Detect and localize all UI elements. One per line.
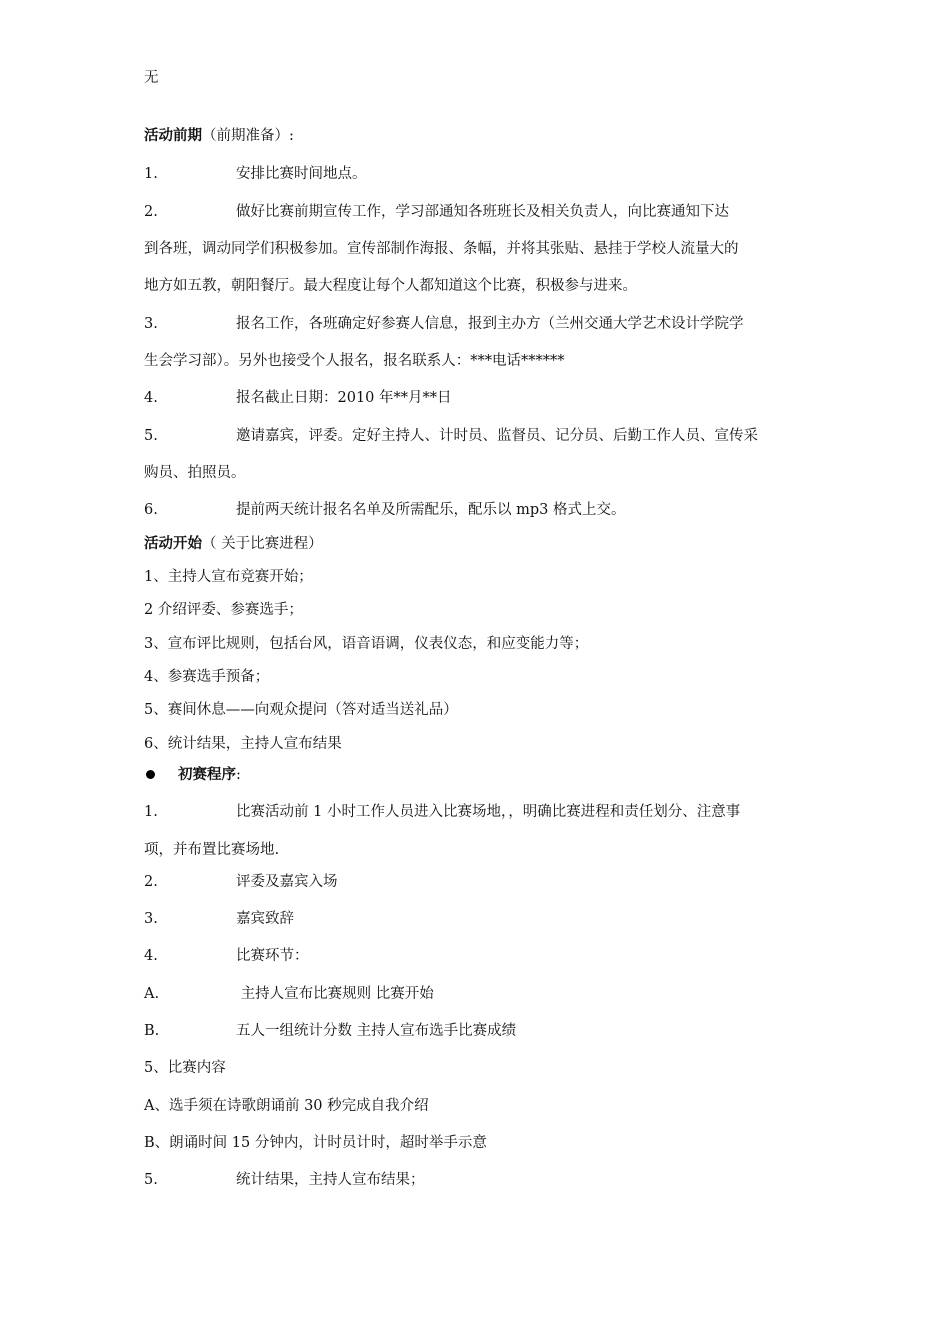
item-text: 嘉宾致辞: [236, 911, 294, 927]
start-item: 5、赛间休息——向观众提问（答对适当送礼品）: [144, 702, 458, 718]
item-text: 五人一组统计分数 主持人宣布选手比赛成绩: [236, 1023, 517, 1039]
start-heading-bold: 活动开始: [144, 535, 202, 552]
pre-item: [144, 164, 367, 184]
prelim-item: [144, 802, 740, 822]
content-heading: 5、比赛内容: [144, 1060, 226, 1076]
item-continuation: 生会学习部）。另外也接受个人报名，报名联系人：***电话******: [144, 353, 565, 369]
pre-heading-bold: 活动前期: [144, 127, 202, 144]
pre-heading-rest: （前期准备）:: [202, 128, 294, 144]
item-number: B.: [144, 1023, 160, 1039]
prelim-item: [144, 946, 309, 966]
item-text: 报名截止日期：2010 年**月**日: [236, 390, 452, 406]
item-text: 统计结果，主持人宣布结果；: [236, 1172, 425, 1188]
final-item: [144, 1170, 425, 1190]
item-text: 比赛环节：: [236, 948, 309, 964]
bullet-icon: [146, 770, 155, 779]
item-text: 安排比赛时间地点。: [236, 166, 367, 182]
item-number: 3.: [144, 911, 158, 927]
item-number: 4.: [144, 948, 158, 964]
item-text: 比赛活动前 1 小时工作人员进入比赛场地，，明确比赛进程和责任划分、注意事: [236, 804, 741, 820]
prelim-heading: [178, 765, 241, 785]
start-item: 3、宣布评比规则，包括台风，语音语调，仪表仪态，和应变能力等；: [144, 636, 589, 652]
top-text: 无: [144, 70, 159, 86]
item-text: 主持人宣布比赛规则 比赛开始: [236, 986, 434, 1002]
pre-item: [144, 426, 758, 446]
content-item: A、选手须在诗歌朗诵前 30 秒完成自我介绍: [144, 1098, 429, 1114]
start-item: 2 介绍评委、参赛选手；: [144, 602, 303, 618]
prelim-item: [144, 872, 338, 892]
item-number: 5.: [144, 428, 158, 444]
item-number: 4.: [144, 390, 158, 406]
item-text: 报名工作，各班确定好参赛人信息，报到主办方（兰州交通大学艺术设计学院学: [236, 316, 744, 332]
item-text: 评委及嘉宾入场: [236, 874, 338, 890]
start-item: 6、统计结果，主持人宣布结果: [144, 736, 342, 752]
pre-item: [144, 202, 729, 222]
item-number: 2.: [144, 874, 158, 890]
item-continuation: 购员、拍照员。: [144, 465, 246, 481]
item-continuation: 到各班，调动同学们积极参加。宣传部制作海报、条幅，并将其张贴、悬挂于学校人流量大的: [144, 241, 739, 257]
item-continuation: 项，并布置比赛场地.: [144, 842, 280, 858]
pre-item: [144, 314, 744, 334]
pre-item: [144, 388, 452, 408]
start-item: 4、参赛选手预备；: [144, 669, 270, 685]
item-number: A.: [144, 986, 160, 1002]
item-text: 提前两天统计报名名单及所需配乐，配乐以 mp3 格式上交。: [236, 502, 626, 518]
pre-item: [144, 500, 625, 520]
prelim-heading-bold: 初赛程序: [178, 766, 236, 783]
prelim-heading-rest: :: [236, 767, 241, 783]
item-number: 5.: [144, 1172, 158, 1188]
start-item: 1、主持人宣布竞赛开始；: [144, 569, 313, 585]
prelim-item: [144, 1021, 516, 1041]
item-text: 邀请嘉宾，评委。定好主持人、计时员、监督员、记分员、后勤工作人员、宣传采: [236, 428, 758, 444]
item-number: 3.: [144, 316, 158, 332]
item-text: 做好比赛前期宣传工作，学习部通知各班班长及相关负责人，向比赛通知下达: [236, 204, 729, 220]
content-item: B、朗诵时间 15 分钟内，计时员计时，超时举手示意: [144, 1135, 487, 1151]
start-heading-rest: （ 关于比赛进程）: [202, 536, 323, 552]
start-heading: [144, 534, 323, 554]
item-number: 1.: [144, 804, 158, 820]
pre-heading: [144, 126, 294, 146]
item-continuation: 地方如五教，朝阳餐厅。最大程度让每个人都知道这个比赛，积极参与进来。: [144, 278, 637, 294]
item-number: 6.: [144, 502, 158, 518]
item-number: 2.: [144, 204, 158, 220]
prelim-item: [144, 909, 294, 929]
prelim-item: [144, 984, 434, 1004]
item-number: 1.: [144, 166, 158, 182]
